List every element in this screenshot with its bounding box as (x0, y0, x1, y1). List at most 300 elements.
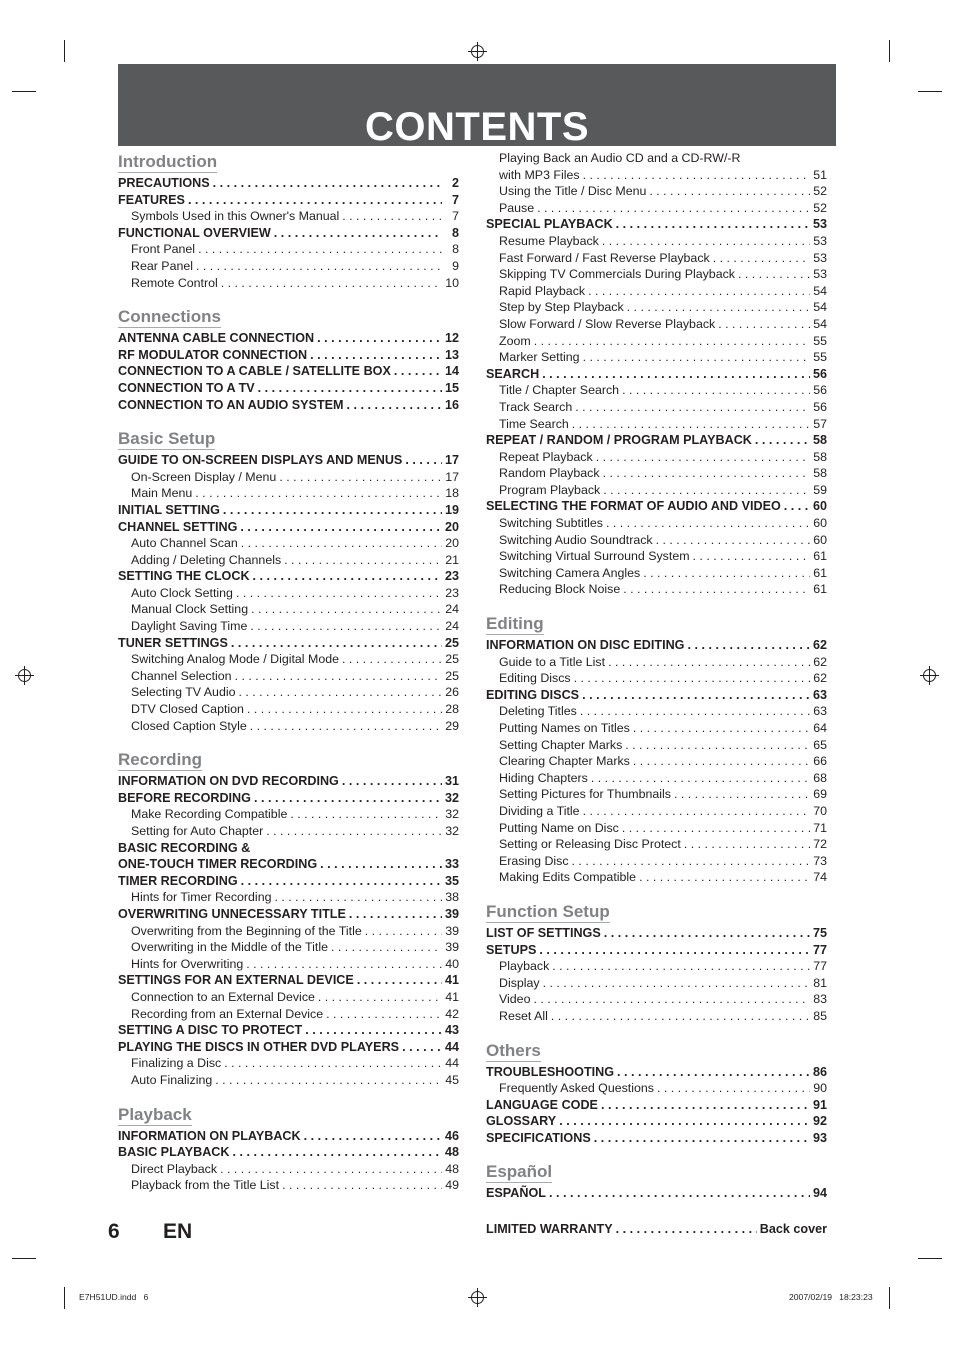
toc-entry[interactable] (118, 989, 459, 1006)
leader-dots (549, 1185, 810, 1202)
toc-entry[interactable] (118, 175, 459, 192)
toc-entry[interactable] (486, 432, 827, 449)
toc-entry[interactable] (486, 465, 827, 482)
toc-entry[interactable] (118, 208, 459, 225)
toc-entry[interactable] (118, 192, 459, 209)
toc-entry-page: 31 (444, 774, 459, 789)
toc-entry-title: Playback from the Title List (131, 1178, 280, 1193)
toc-entry-page: 62 (813, 671, 827, 686)
toc-entry-title: Setting or Releasing Disc Protect (499, 837, 681, 852)
toc-entry-page: 61 (813, 549, 827, 564)
toc-entry[interactable] (486, 975, 827, 992)
toc-section (486, 1039, 827, 1147)
leader-dots (608, 654, 810, 671)
leader-dots (365, 923, 442, 940)
toc-entry-page: 7 (451, 192, 459, 207)
toc-entry-page: 86 (812, 1064, 827, 1079)
toc-entry-page: 42 (445, 1006, 459, 1021)
toc-entry[interactable] (486, 283, 827, 300)
toc-entry-title: Reset All (499, 1008, 548, 1023)
toc-entry-page: 35 (444, 873, 459, 888)
toc-entry[interactable] (118, 1177, 459, 1194)
toc-entry-title: CONNECTION TO A CABLE / SATELLITE BOX (118, 364, 391, 379)
toc-entry-title: ONE-TOUCH TIMER RECORDING (118, 857, 318, 872)
toc-entry[interactable] (486, 382, 827, 399)
toc-entry-page: 46 (444, 1128, 459, 1143)
toc-entry[interactable] (486, 925, 827, 942)
toc-entry-title: Closed Caption Style (131, 718, 247, 733)
toc-entry-title: Hints for Overwriting (131, 956, 244, 971)
toc-entry[interactable] (118, 585, 459, 602)
registration-mark-icon (923, 669, 936, 682)
toc-entry[interactable] (486, 654, 827, 671)
leader-dots (250, 618, 442, 635)
toc-entry[interactable] (486, 565, 827, 582)
toc-entry[interactable] (486, 720, 827, 737)
leader-dots (253, 568, 442, 585)
registration-mark-icon (471, 1291, 484, 1304)
toc-entry[interactable] (486, 670, 827, 687)
toc-entry[interactable] (118, 1006, 459, 1023)
toc-entry-page: 92 (812, 1114, 827, 1129)
leader-dots (238, 684, 442, 701)
toc-entry-title: Fast Forward / Fast Reverse Playback (499, 250, 710, 265)
leader-dots (580, 703, 810, 720)
toc-entry[interactable] (118, 956, 459, 973)
section-heading: Español (486, 1162, 553, 1182)
leader-dots (596, 449, 810, 466)
registration-mark-icon (471, 45, 484, 58)
toc-entry-page: 21 (445, 552, 459, 567)
toc-entry[interactable] (118, 275, 459, 292)
leader-dots (394, 363, 442, 380)
toc-entry-page: 16 (444, 397, 459, 412)
toc-entry-page: 57 (813, 416, 827, 431)
toc-entry-title: Playing Back an Audio CD and a CD-RW/-R (499, 151, 741, 165)
toc-entry[interactable] (486, 820, 827, 837)
toc-entry-title: Reducing Block Noise (499, 582, 621, 597)
page-title: CONTENTS (365, 105, 589, 149)
leader-dots (342, 208, 442, 225)
toc-entry-title: Title / Chapter Search (499, 383, 620, 398)
trim-mark (918, 91, 942, 92)
toc-entry[interactable] (118, 701, 459, 718)
toc-entry[interactable] (118, 718, 459, 735)
leader-dots (622, 382, 810, 399)
toc-entry-title: SETUPS (486, 942, 537, 957)
toc-section (118, 1103, 459, 1194)
toc-entry-title: PRECAUTIONS (118, 176, 210, 190)
leader-dots (342, 651, 442, 668)
leader-dots (591, 770, 810, 787)
toc-entry[interactable] (486, 1064, 827, 1081)
leader-dots (284, 552, 442, 569)
toc-entry-title: OVERWRITING UNNECESSARY TITLE (118, 906, 346, 921)
leader-dots (622, 820, 810, 837)
toc-entry-page: 41 (444, 973, 459, 988)
toc-entry[interactable] (486, 958, 827, 975)
toc-entry[interactable] (118, 790, 459, 807)
toc-entry[interactable] (118, 939, 459, 956)
toc-entry-page: 44 (445, 1056, 459, 1071)
toc-entry-page: 33 (444, 857, 459, 872)
toc-entry[interactable] (118, 258, 459, 275)
toc-entry-title: ESPAÑOL (486, 1186, 546, 1201)
toc-entry-title: GUIDE TO ON-SCREEN DISPLAYS AND MENUS (118, 453, 403, 468)
toc-entry[interactable] (118, 347, 459, 364)
toc-section (118, 150, 459, 291)
toc-entry-title: BASIC RECORDING & (118, 840, 251, 855)
leader-dots (320, 856, 442, 873)
leader-dots (601, 1097, 810, 1114)
toc-entry-page: 52 (813, 200, 827, 215)
leader-dots (537, 200, 810, 217)
toc-entry[interactable] (486, 1113, 827, 1130)
leader-dots (223, 502, 442, 519)
leader-dots (405, 452, 442, 469)
toc-entry[interactable] (486, 349, 827, 366)
toc-entry[interactable] (486, 498, 827, 515)
toc-entry[interactable] (118, 773, 459, 790)
toc-entry-title: INFORMATION ON DVD RECORDING (118, 774, 339, 789)
toc-entry[interactable] (118, 380, 459, 397)
toc-entry-page: 56 (813, 399, 827, 414)
toc-entry[interactable] (118, 519, 459, 536)
toc-entry[interactable] (118, 1161, 459, 1178)
leader-dots (342, 773, 442, 790)
toc-entry[interactable] (486, 753, 827, 770)
toc-entry-title: Channel Selection (131, 668, 232, 683)
leader-dots (639, 869, 810, 886)
toc-entry-title: Repeat Playback (499, 449, 593, 464)
toc-entry[interactable] (486, 150, 827, 167)
toc-entry-page: 72 (813, 837, 827, 852)
toc-entry-page: 32 (445, 824, 459, 838)
leader-dots (357, 972, 442, 989)
toc-entry-page: 20 (445, 536, 459, 551)
toc-entry[interactable] (486, 366, 827, 383)
toc-entry-title: SELECTING THE FORMAT OF AUDIO AND VIDEO (486, 499, 781, 514)
toc-entry-page: 90 (813, 1081, 827, 1096)
toc-entry-title: CONNECTION TO A TV (118, 380, 255, 395)
leader-dots (317, 330, 442, 347)
toc-entry-title: Program Playback (499, 482, 601, 497)
section-heading: Introduction (118, 152, 218, 171)
toc-entry-title: Editing Discs (499, 671, 571, 686)
toc-entry-title: Switching Analog Mode / Digital Mode (131, 652, 340, 667)
leader-dots (235, 668, 442, 685)
toc-entry[interactable] (118, 618, 459, 635)
toc-section (486, 900, 827, 1025)
toc-entry-page: 52 (813, 184, 827, 199)
toc-entry[interactable] (486, 333, 827, 350)
toc-entry[interactable] (486, 299, 827, 316)
toc-entry-page: 9 (452, 258, 459, 273)
toc-entry[interactable] (486, 216, 827, 233)
toc-entry[interactable] (486, 266, 827, 283)
leader-dots (656, 532, 810, 549)
toc-entry[interactable] (486, 250, 827, 267)
toc-entry-title: CHANNEL SETTING (118, 519, 238, 534)
toc-entry-title: Switching Camera Angles (499, 565, 641, 580)
toc-section (486, 150, 827, 598)
leader-dots (684, 836, 810, 853)
leader-dots (220, 1161, 442, 1178)
toc-entry-title: BASIC PLAYBACK (118, 1145, 230, 1160)
leader-dots (627, 299, 810, 316)
toc-entry[interactable] (118, 535, 459, 552)
toc-entry[interactable] (486, 1080, 827, 1097)
leader-dots (713, 250, 810, 267)
toc-entry[interactable] (486, 637, 827, 654)
toc-entry-page: 93 (812, 1130, 827, 1145)
toc-left-column (118, 150, 459, 1208)
language-code: EN (163, 1220, 193, 1243)
toc-entry[interactable] (118, 502, 459, 519)
leader-dots (625, 737, 810, 754)
leader-dots (318, 989, 442, 1006)
toc-entry[interactable] (486, 836, 827, 853)
page-number: 6 (108, 1220, 120, 1243)
toc-entry-page: 2 (451, 176, 459, 190)
toc-entry[interactable] (118, 806, 459, 823)
leader-dots (575, 399, 810, 416)
toc-entry[interactable] (486, 449, 827, 466)
toc-entry-title: Putting Name on Disc (499, 820, 619, 835)
toc-entry[interactable] (118, 889, 459, 906)
toc-entry[interactable] (486, 316, 827, 333)
toc-entry-page: 54 (813, 300, 827, 315)
toc-entry-title: Frequently Asked Questions (499, 1081, 654, 1096)
toc-entry[interactable] (118, 1144, 459, 1161)
toc-entry[interactable] (486, 1097, 827, 1114)
toc-entry[interactable] (486, 942, 827, 959)
toc-section (486, 612, 827, 886)
toc-entry[interactable] (486, 200, 827, 217)
toc-entry[interactable] (118, 684, 459, 701)
toc-entry[interactable] (486, 1130, 827, 1147)
toc-entry[interactable] (118, 241, 459, 258)
toc-entry-title: SEARCH (486, 366, 540, 381)
toc-entry-page: 62 (812, 638, 827, 653)
leader-dots (616, 1221, 757, 1238)
toc-entry[interactable] (486, 737, 827, 754)
toc-entry-page: 8 (451, 225, 459, 240)
leader-dots (224, 1055, 442, 1072)
toc-entry-page: 43 (444, 1023, 459, 1038)
toc-entry[interactable] (118, 1128, 459, 1145)
toc-entry-page: 71 (813, 820, 827, 835)
leader-dots (331, 939, 442, 956)
slug-file: E7H51UD.indd 6 (79, 1292, 149, 1302)
toc-entry-page: 20 (444, 519, 459, 534)
leader-dots (551, 1008, 810, 1025)
leader-dots (347, 397, 442, 414)
toc-entry-page: 48 (445, 1161, 459, 1176)
toc-entry[interactable] (486, 515, 827, 532)
leader-dots (258, 380, 442, 397)
leader-dots (215, 1072, 442, 1089)
toc-entry-title: Dividing a Title (499, 803, 580, 818)
toc-entry[interactable] (118, 330, 459, 347)
toc-entry-title: Setting Pictures for Thumbnails (499, 787, 671, 802)
toc-entry[interactable] (486, 581, 827, 598)
toc-entry-title: Switching Subtitles (499, 516, 603, 531)
toc-entry-page: 66 (813, 754, 827, 769)
section-heading: Others (486, 1040, 541, 1060)
toc-entry[interactable] (486, 548, 827, 565)
toc-entry-page: 77 (812, 942, 827, 957)
leader-dots (305, 1022, 442, 1039)
toc-entry-warranty[interactable] (486, 1221, 827, 1238)
toc-entry[interactable] (486, 416, 827, 433)
toc-entry[interactable] (118, 823, 459, 840)
toc-entry-page: 59 (813, 482, 827, 497)
trim-mark (64, 1287, 65, 1309)
leader-dots (594, 1130, 810, 1147)
toc-entry-page: 38 (445, 890, 459, 905)
toc-section (118, 305, 459, 413)
toc-entry[interactable] (486, 183, 827, 200)
toc-entry[interactable] (118, 873, 459, 890)
toc-entry-page: 45 (445, 1072, 459, 1087)
leader-dots (231, 635, 442, 652)
leader-dots (617, 1064, 810, 1081)
toc-entry[interactable] (118, 601, 459, 618)
section-heading: Basic Setup (118, 429, 216, 449)
trim-mark (918, 1258, 942, 1259)
toc-entry[interactable] (486, 233, 827, 250)
toc-entry[interactable] (486, 786, 827, 803)
toc-entry-title: LANGUAGE CODE (486, 1097, 598, 1112)
toc-entry[interactable] (118, 397, 459, 414)
toc-entry-title: EDITING DISCS (486, 687, 580, 702)
leader-dots (326, 1006, 442, 1023)
toc-entry[interactable] (118, 635, 459, 652)
toc-entry-title: SETTINGS FOR AN EXTERNAL DEVICE (118, 973, 354, 988)
toc-entry-page: 32 (445, 807, 459, 822)
toc-entry[interactable] (118, 906, 459, 923)
toc-entry-page: 60 (813, 532, 827, 547)
leader-dots (583, 167, 810, 184)
toc-entry-title: Setting Chapter Marks (499, 737, 623, 752)
toc-entry-page: 25 (444, 635, 459, 650)
leader-dots (233, 1144, 442, 1161)
toc-entry[interactable] (118, 856, 459, 873)
toc-entry[interactable] (118, 452, 459, 469)
registration-mark-icon (18, 669, 31, 682)
toc-entry-title: TROUBLESHOOTING (486, 1064, 615, 1079)
leader-dots (241, 873, 442, 890)
toc-entry[interactable] (118, 469, 459, 486)
toc-entry-page: 70 (813, 803, 827, 818)
toc-right-column (486, 150, 827, 1216)
toc-entry-page: 58 (813, 466, 827, 481)
toc-entry[interactable] (118, 1072, 459, 1089)
toc-entry[interactable] (486, 1185, 827, 1202)
leader-dots (649, 183, 810, 200)
toc-entry-page: 58 (813, 449, 827, 464)
toc-entry[interactable] (486, 853, 827, 870)
toc-entry-page: 12 (444, 331, 459, 346)
toc-entry[interactable] (118, 923, 459, 940)
toc-entry-page: 39 (445, 940, 459, 955)
toc-entry[interactable] (118, 485, 459, 502)
toc-entry[interactable] (118, 840, 459, 857)
leader-dots (552, 958, 810, 975)
toc-entry-title: Connection to an External Device (131, 989, 315, 1004)
toc-entry[interactable] (118, 568, 459, 585)
toc-entry[interactable] (118, 1039, 459, 1056)
leader-dots (559, 1113, 810, 1130)
leader-dots (572, 853, 810, 870)
toc-entry-title: CONNECTION TO AN AUDIO SYSTEM (118, 397, 344, 412)
toc-entry-page: 53 (813, 250, 827, 265)
toc-entry-page: 54 (813, 316, 827, 331)
toc-entry-title: Make Recording Compatible (131, 807, 288, 822)
toc-entry-title: INITIAL SETTING (118, 502, 220, 517)
toc-entry[interactable] (486, 532, 827, 549)
toc-entry-title: SPECIFICATIONS (486, 1130, 591, 1145)
leader-dots (657, 1080, 810, 1097)
leader-dots (246, 956, 442, 973)
toc-entry[interactable] (118, 651, 459, 668)
toc-entry[interactable] (486, 399, 827, 416)
toc-entry[interactable] (118, 552, 459, 569)
toc-entry[interactable] (486, 991, 827, 1008)
toc-entry[interactable] (486, 687, 827, 704)
toc-entry[interactable] (486, 770, 827, 787)
toc-entry-title: On-Screen Display / Menu (131, 469, 277, 484)
toc-entry-title: Clearing Chapter Marks (499, 754, 630, 769)
title-banner (118, 64, 836, 149)
toc-entry[interactable] (486, 482, 827, 499)
toc-entry[interactable] (118, 972, 459, 989)
toc-entry-page: 68 (813, 770, 827, 785)
toc-entry[interactable] (486, 1008, 827, 1025)
toc-entry-title: LIMITED WARRANTY (486, 1222, 613, 1236)
toc-entry-title: Overwriting from the Beginning of the Title (131, 923, 362, 938)
section-heading: Connections (118, 307, 221, 327)
toc-entry[interactable] (118, 668, 459, 685)
toc-entry[interactable] (486, 803, 827, 820)
toc-entry-page: 17 (445, 469, 459, 484)
leader-dots (282, 1177, 442, 1194)
toc-section (118, 748, 459, 1088)
toc-entry-page: 24 (445, 619, 459, 634)
toc-entry[interactable] (118, 1022, 459, 1039)
toc-entry[interactable] (118, 1055, 459, 1072)
toc-entry-page: 23 (445, 585, 459, 600)
toc-entry[interactable] (118, 363, 459, 380)
toc-entry[interactable] (486, 167, 827, 184)
toc-entry-page: 58 (812, 433, 827, 448)
toc-entry-page: 75 (812, 925, 827, 940)
toc-entry-title: TIMER RECORDING (118, 873, 238, 888)
toc-entry[interactable] (118, 225, 459, 242)
toc-entry[interactable] (486, 703, 827, 720)
toc-entry[interactable] (486, 869, 827, 886)
toc-entry-page: 61 (813, 582, 827, 597)
trim-mark (12, 1258, 36, 1259)
toc-entry-page: 74 (813, 870, 827, 885)
toc-entry-title: RF MODULATOR CONNECTION (118, 347, 308, 362)
toc-entry-title: Hiding Chapters (499, 770, 588, 785)
toc-section (486, 1160, 827, 1202)
leader-dots (250, 718, 442, 735)
toc-entry-title: Overwriting in the Middle of the Title (131, 940, 328, 955)
toc-entry-page: 53 (813, 233, 827, 248)
